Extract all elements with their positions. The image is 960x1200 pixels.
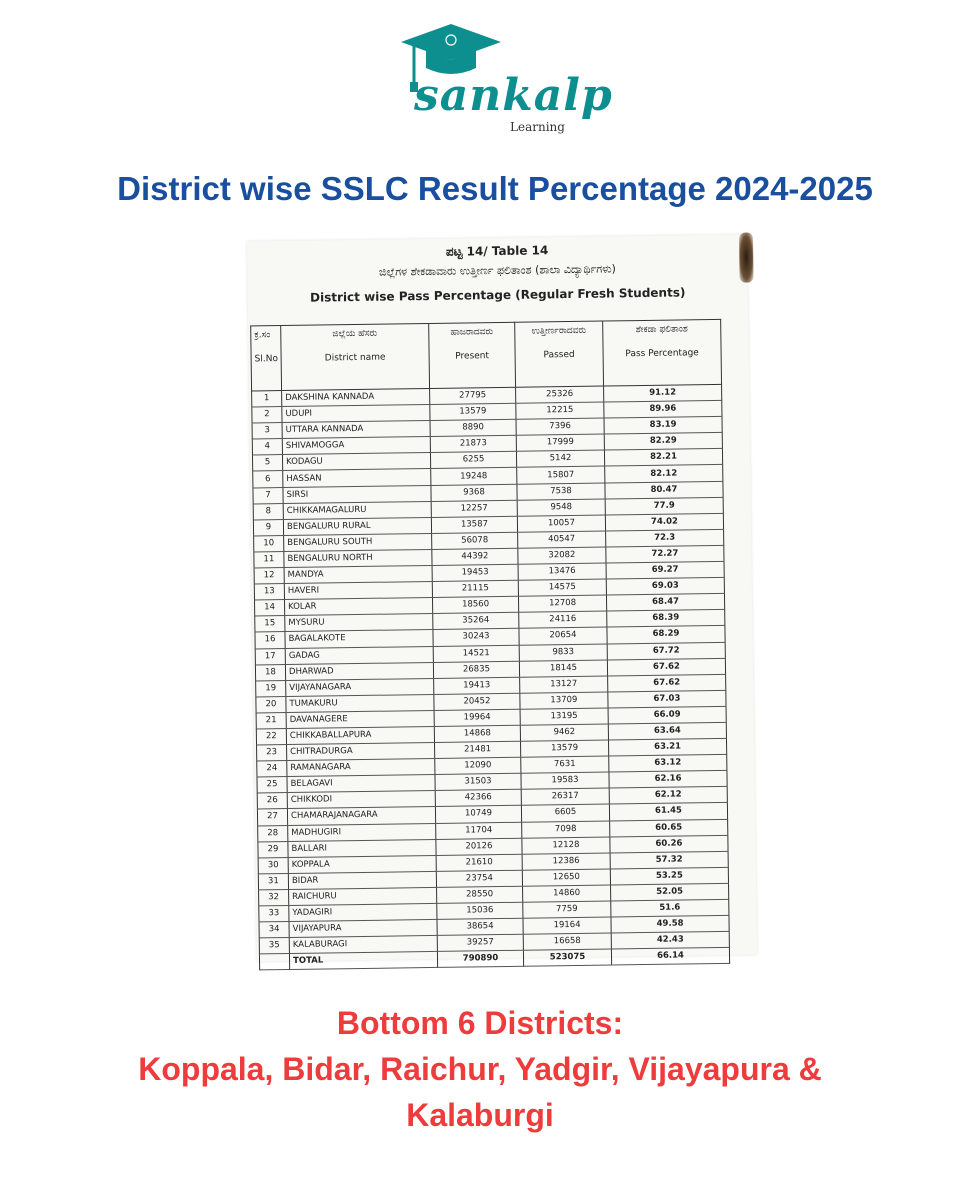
cell-slno: 27: [257, 809, 287, 826]
cell-present: 38654: [437, 918, 523, 935]
cell-present: 8890: [430, 419, 516, 436]
col-header-pass-percentage: ಶೇಕಡಾ ಫಲಿತಾಂಶ Pass Percentage: [603, 319, 722, 386]
cell-passed: 40547: [518, 531, 606, 548]
cell-passed: 13127: [520, 676, 608, 693]
cell-pass-percentage: 67.62: [608, 674, 726, 692]
cell-district: MANDYA: [284, 566, 432, 584]
cell-present: 19413: [434, 677, 520, 694]
cell-pass-percentage: 52.05: [611, 883, 729, 901]
cell-district: BENGALURU NORTH: [284, 549, 432, 567]
cell-present: 790890: [437, 951, 523, 968]
cell-slno: 32: [259, 889, 289, 906]
cell-slno: 31: [258, 873, 288, 890]
cell-present: 21873: [430, 436, 516, 453]
cell-passed: 19164: [523, 917, 611, 934]
logo-wordmark: sankalp: [414, 70, 613, 121]
cell-district: RAICHURU: [289, 887, 437, 905]
cell-district: BAGALAKOTE: [285, 630, 433, 648]
cell-pass-percentage: 60.65: [610, 819, 728, 837]
cell-present: 21481: [435, 741, 521, 758]
cell-slno: 1: [252, 391, 282, 408]
cell-present: 23754: [436, 870, 522, 887]
cell-slno: 12: [254, 568, 284, 585]
cell-passed: 12650: [522, 869, 610, 886]
cell-district: DHARWAD: [285, 662, 433, 680]
cell-slno: 19: [256, 680, 286, 697]
cell-passed: 5142: [516, 450, 604, 467]
cell-district: SIRSI: [283, 485, 431, 503]
cell-passed: 20654: [519, 627, 607, 644]
cell-district: KALABURAGI: [289, 936, 437, 954]
logo-subtitle: Learning: [510, 120, 565, 134]
cell-pass-percentage: 60.26: [610, 835, 728, 853]
cell-pass-percentage: 89.96: [604, 401, 722, 419]
cell-district: MYSURU: [285, 614, 433, 632]
cell-passed: 14860: [523, 885, 611, 902]
cell-district: VIJAYAPURA: [289, 920, 437, 938]
cell-passed: 7098: [522, 821, 610, 838]
cell-district: KOPPALA: [288, 855, 436, 873]
cell-district: RAMANAGARA: [287, 759, 435, 777]
cell-present: 10749: [435, 806, 521, 823]
cell-pass-percentage: 63.12: [609, 755, 727, 773]
cell-pass-percentage: 62.12: [609, 787, 727, 805]
cell-passed: 7759: [523, 901, 611, 918]
col-header-present: ಹಾಜರಾದವರು Present: [429, 322, 516, 388]
footer-line-2: Koppala, Bidar, Raichur, Yadgir, Vijayapura &: [138, 1051, 822, 1087]
cell-present: 9368: [431, 484, 517, 501]
cell-present: 15036: [437, 902, 523, 919]
cell-passed: 523075: [523, 949, 611, 966]
cell-slno: 30: [258, 857, 288, 874]
cell-pass-percentage: 83.19: [604, 417, 722, 435]
cell-slno: 26: [257, 793, 287, 810]
cell-district: BIDAR: [288, 871, 436, 889]
cell-present: 27795: [430, 387, 516, 404]
cell-passed: 7396: [516, 418, 604, 435]
cell-slno: 14: [255, 600, 285, 617]
cell-present: 56078: [432, 532, 518, 549]
cell-present: 11704: [436, 822, 522, 839]
cell-slno: 2: [252, 407, 282, 424]
cell-district: YADAGIRI: [289, 903, 437, 921]
cell-present: 12090: [435, 757, 521, 774]
cell-pass-percentage: 67.72: [607, 642, 725, 660]
cell-district: CHIKKAMAGALURU: [283, 501, 431, 519]
cell-present: 12257: [431, 500, 517, 517]
cell-pass-percentage: 74.02: [605, 513, 723, 531]
cell-district: GADAG: [285, 646, 433, 664]
cell-district: CHITRADURGA: [287, 743, 435, 761]
cell-passed: 17999: [516, 434, 604, 451]
cell-present: 20126: [436, 838, 522, 855]
cell-pass-percentage: 69.27: [606, 561, 724, 579]
cell-district: MADHUGIRI: [288, 823, 436, 841]
cell-slno: 23: [257, 745, 287, 762]
cell-slno: 25: [257, 777, 287, 794]
cell-passed: 24116: [519, 611, 607, 628]
cell-slno: 34: [259, 922, 289, 939]
cell-pass-percentage: 68.47: [606, 594, 724, 612]
cell-passed: 13709: [520, 692, 608, 709]
results-table: [250, 319, 730, 971]
cell-passed: 9833: [519, 644, 607, 661]
cell-passed: 7538: [517, 483, 605, 500]
cell-passed: 18145: [519, 660, 607, 677]
cell-pass-percentage: 72.27: [606, 545, 724, 563]
cell-pass-percentage: 51.6: [611, 899, 729, 917]
cell-pass-percentage: 67.62: [607, 658, 725, 676]
cell-pass-percentage: 68.39: [607, 610, 725, 628]
cell-present: 14521: [433, 645, 519, 662]
cell-pass-percentage: 68.29: [607, 626, 725, 644]
cell-district: BENGALURU RURAL: [283, 517, 431, 535]
cell-pass-percentage: 42.43: [611, 932, 729, 950]
cell-pass-percentage: 62.16: [609, 771, 727, 789]
cell-passed: 9462: [520, 724, 608, 741]
cell-district: DAKSHINA KANNADA: [282, 388, 430, 406]
cell-passed: 12128: [522, 837, 610, 854]
cell-pass-percentage: 53.25: [610, 867, 728, 885]
cell-district: VIJAYANAGARA: [286, 678, 434, 696]
cell-passed: 13195: [520, 708, 608, 725]
cell-present: 20452: [434, 693, 520, 710]
cell-slno: 7: [253, 487, 283, 504]
cell-slno: 28: [258, 825, 288, 842]
cell-pass-percentage: 63.64: [608, 722, 726, 740]
cell-passed: 26317: [521, 788, 609, 805]
cell-present: 19964: [434, 709, 520, 726]
cell-pass-percentage: 82.21: [604, 449, 722, 467]
cell-slno: 15: [255, 616, 285, 633]
cell-district: BENGALURU SOUTH: [284, 533, 432, 551]
cell-passed: 13579: [521, 740, 609, 757]
col-header-district: ಜಿಲ್ಲೆಯ ಹೆಸರು District name: [281, 323, 430, 390]
cell-passed: 16658: [523, 933, 611, 950]
cell-present: 21115: [432, 580, 518, 597]
col-header-slno: ಕ್ರ.ಸಂ Sl.No: [251, 326, 282, 391]
page-title: District wise SSLC Result Percentage 2024-2025: [117, 170, 873, 207]
cell-passed: 14575: [518, 579, 606, 596]
cell-passed: 19583: [521, 772, 609, 789]
cell-present: 35264: [433, 613, 519, 630]
cell-pass-percentage: 72.3: [606, 529, 724, 547]
cell-district: CHIKKODI: [287, 791, 435, 809]
cell-passed: 7631: [521, 756, 609, 773]
cell-present: 13587: [431, 516, 517, 533]
cell-present: 21610: [436, 854, 522, 871]
cell-passed: 12386: [522, 853, 610, 870]
cell-slno: 16: [255, 632, 285, 649]
cell-slno: 18: [255, 664, 285, 681]
cell-pass-percentage: 82.29: [604, 433, 722, 451]
cell-passed: 12708: [518, 595, 606, 612]
cell-present: 30243: [433, 629, 519, 646]
cell-district: CHAMARAJANAGARA: [287, 807, 435, 825]
table-number: ಪಟ್ಟ 14/ Table 14: [445, 243, 549, 259]
footer-line-3: Kalaburgi: [406, 1097, 554, 1133]
cell-present: 28550: [437, 886, 523, 903]
cell-slno: 21: [256, 712, 286, 729]
cell-slno: 11: [254, 551, 284, 568]
cell-present: 39257: [437, 934, 523, 951]
cell-slno: 17: [255, 648, 285, 665]
cell-slno: 13: [254, 584, 284, 601]
cell-pass-percentage: 66.09: [608, 706, 726, 724]
cell-present: 6255: [430, 452, 516, 469]
cell-slno: 3: [252, 423, 282, 440]
cell-slno: 20: [256, 696, 286, 713]
cell-pass-percentage: 49.58: [611, 915, 729, 933]
cell-district: SHIVAMOGGA: [282, 437, 430, 455]
cell-present: 13579: [430, 403, 516, 420]
cell-district: TUMAKURU: [286, 694, 434, 712]
cell-passed: 10057: [517, 515, 605, 532]
cell-pass-percentage: 67.03: [608, 690, 726, 708]
cell-slno: 22: [256, 728, 286, 745]
cell-pass-percentage: 80.47: [605, 481, 723, 499]
cell-district: TOTAL: [289, 952, 437, 970]
cell-slno: 8: [253, 503, 283, 520]
cell-pass-percentage: 57.32: [610, 851, 728, 869]
cell-present: 42366: [435, 790, 521, 807]
cell-pass-percentage: 61.45: [609, 803, 727, 821]
cell-present: 19248: [431, 468, 517, 485]
cell-pass-percentage: 91.12: [604, 384, 722, 402]
footer-line-1: Bottom 6 Districts:: [336, 1005, 624, 1041]
cell-slno: 10: [254, 535, 284, 552]
cell-slno: 29: [258, 841, 288, 858]
cell-pass-percentage: 82.12: [605, 465, 723, 483]
cell-present: 19453: [432, 564, 518, 581]
cell-present: 44392: [432, 548, 518, 565]
cell-present: 18560: [432, 596, 518, 613]
cell-pass-percentage: 77.9: [605, 497, 723, 515]
scanned-result-sheet: [247, 235, 757, 967]
cell-passed: 25326: [516, 386, 604, 403]
cell-pass-percentage: 66.14: [611, 948, 729, 966]
bottom-districts-note: [0, 1000, 960, 1138]
cell-district: BELAGAVI: [287, 775, 435, 793]
english-title: District wise Pass Percentage (Regular Fresh Students): [310, 285, 686, 305]
cell-district: DAVANAGERE: [286, 710, 434, 728]
cell-passed: 9548: [517, 499, 605, 516]
cell-slno: 4: [252, 439, 282, 456]
cell-pass-percentage: 69.03: [606, 578, 724, 596]
cell-district: KODAGU: [282, 453, 430, 471]
cell-passed: 15807: [517, 467, 605, 484]
cell-district: HASSAN: [283, 469, 431, 487]
cell-passed: 13476: [518, 563, 606, 580]
sankalp-logo: [380, 18, 613, 134]
cell-passed: 32082: [518, 547, 606, 564]
cell-district: HAVERI: [284, 582, 432, 600]
cell-present: 14868: [434, 725, 520, 742]
cell-slno: 24: [257, 761, 287, 778]
table-header-row: [251, 319, 722, 391]
kannada-title: ಜಿಲ್ಲೆಗಳ ಶೇಕಡಾವಾರು ಉತ್ತೀರ್ಣ ಫಲಿತಾಂಶ (ಶಾಲಾ ವಿದ್ಯಾರ್ಥಿಗಳು): [378, 262, 617, 279]
cell-present: 26835: [433, 661, 519, 678]
cell-district: UTTARA KANNADA: [282, 421, 430, 439]
cell-slno: 9: [253, 519, 283, 536]
cell-pass-percentage: 63.21: [608, 738, 726, 756]
cell-district: KOLAR: [285, 598, 433, 616]
cell-passed: 6605: [521, 804, 609, 821]
cell-district: BALLARI: [288, 839, 436, 857]
cell-slno: [259, 954, 289, 971]
cell-slno: 35: [259, 938, 289, 955]
cell-passed: 12215: [516, 402, 604, 419]
cell-slno: 5: [252, 455, 282, 472]
cell-present: 31503: [435, 774, 521, 791]
cell-slno: 6: [253, 471, 283, 488]
cell-district: UDUPI: [282, 405, 430, 423]
cell-slno: 33: [259, 906, 289, 923]
col-header-passed: ಉತ್ತೀರ್ಣರಾದವರು Passed: [515, 321, 604, 387]
cell-district: CHIKKABALLAPURA: [286, 726, 434, 744]
